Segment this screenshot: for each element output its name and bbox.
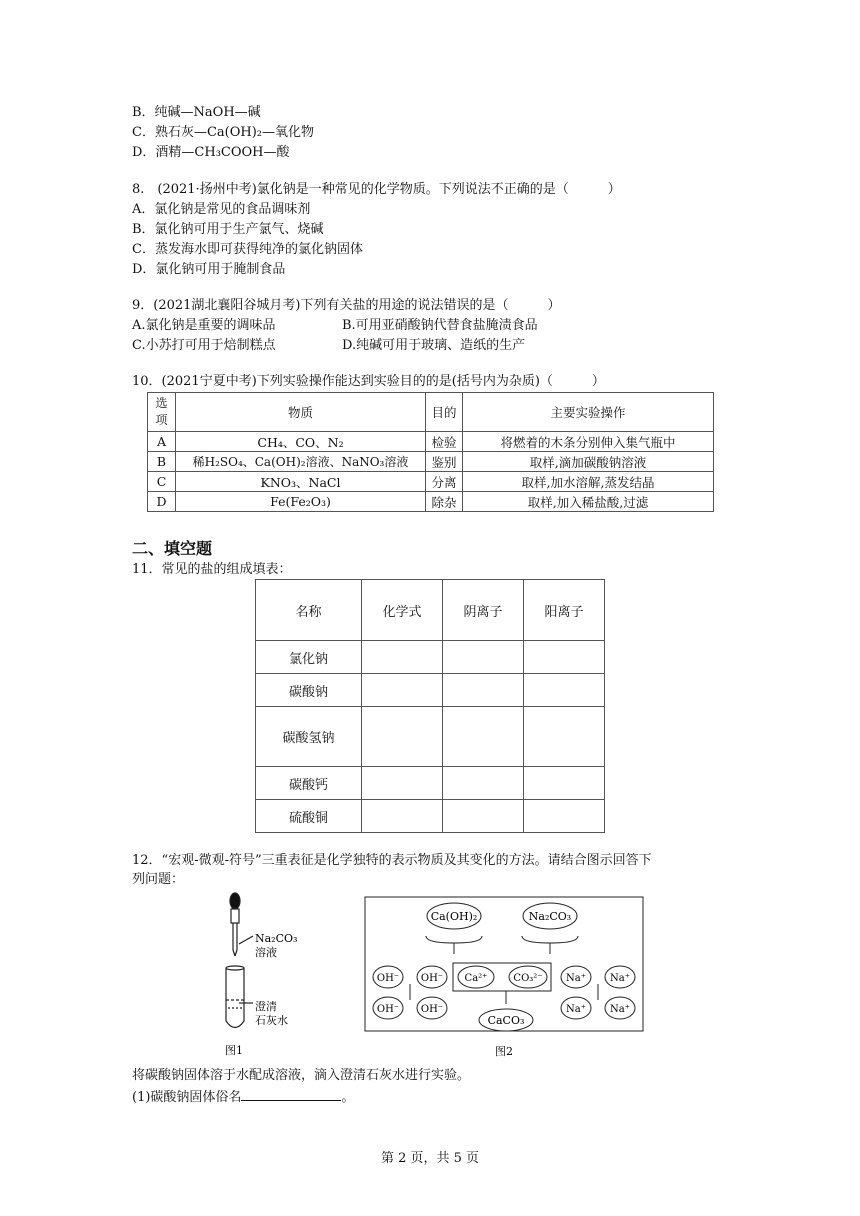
fig2-caco3-precipitate: CaCO₃ [487,1014,525,1027]
answer-cell[interactable] [524,641,605,674]
answer-cell[interactable] [524,674,605,707]
table-cell: 取样,滴加碳酸钠溶液 [463,452,714,472]
table-cell: A [148,432,176,452]
q12-description: 将碳酸钠固体溶于水配成溶液，滴入澄清石灰水进行实验。 [132,1068,471,1083]
section-heading: 二、填空题 [132,539,213,558]
table-cell: 取样,加入稀盐酸,过滤 [463,492,714,512]
answer-cell[interactable] [443,641,524,674]
table-header-cell: 阴离子 [443,580,524,641]
q11-stem: 11．常见的盐的组成填表： [132,562,292,577]
table-cell: 分离 [426,472,463,492]
fig2-na-ion: Na⁺ [610,1004,630,1015]
table-row [148,472,714,492]
answer-cell[interactable] [443,800,524,833]
fig2-oh-ion: OH⁻ [376,1004,400,1015]
answer-blank[interactable] [241,1087,341,1101]
table-header-cell: 物质 [176,393,426,432]
q9-stem: 9．(2021湖北襄阳谷城月考)下列有关盐的用途的说法错误的是（ ） [132,298,561,313]
answer-cell[interactable] [524,767,605,800]
fig2-caption: 图2 [495,1045,513,1058]
figure-1-test-tube [215,888,325,1058]
answer-cell[interactable] [443,674,524,707]
table-cell: KNO₃、NaCl [176,472,426,492]
q10-table [147,392,714,512]
fig2-caoh2-label: Ca(OH)₂ [430,910,478,923]
q9-option-a: A.氯化钠是重要的调味品 [132,318,276,333]
table-cell: C [148,472,176,492]
q8-option-b: B．氯化钠可用于生产氯气、烧碱 [132,222,324,237]
table-header-row [256,580,605,641]
q8-option-d: D．氯化钠可用于腌制食品 [132,262,286,277]
salt-name-cell: 碳酸氢钠 [256,707,362,767]
fig2-oh-ion: OH⁻ [420,1004,444,1015]
q7-option-b: B．纯碱—NaOH—碱 [132,105,261,120]
table-cell: 除杂 [426,492,463,512]
q7-option-c: C．熟石灰—Ca(OH)₂—氧化物 [132,125,314,140]
table-row [256,674,605,707]
fig2-ca-ion: Ca²⁺ [464,973,488,984]
q7-option-d: D．酒精—CH₃COOH—酸 [132,145,290,160]
q10-stem: 10．(2021宁夏中考)下列实验操作能达到实验目的的是(括号内为杂质)（ ） [132,374,605,389]
table-header-cell: 名称 [256,580,362,641]
figure-2-ion-diagram [364,896,646,1061]
fig2-na-ion: Na⁺ [566,973,586,984]
table-header-cell: 主要实验操作 [463,393,714,432]
salt-name-cell: 碳酸钠 [256,674,362,707]
table-row [148,492,714,512]
answer-cell[interactable] [524,800,605,833]
table-cell: B [148,452,176,472]
table-row [256,641,605,674]
fig2-oh-ion: OH⁻ [420,973,444,984]
salt-name-cell: 氯化钠 [256,641,362,674]
table-header-cell: 目的 [426,393,463,432]
fig1-label-solution: 溶液 [255,946,277,959]
q9-option-c: C.小苏打可用于焙制糕点 [132,338,276,353]
table-row [256,707,605,767]
q8-stem: 8. (2021·扬州中考)氯化钠是一种常见的化学物质。下列说法不正确的是（ ） [132,182,621,197]
table-header-cell: 选 项 [148,393,176,432]
table-cell: 检验 [426,432,463,452]
table-header-cell: 化学式 [362,580,443,641]
q9-option-b: B.可用亚硝酸钠代替食盐腌渍食品 [342,318,538,333]
fig1-label-clear: 澄清 [255,1000,277,1013]
page-footer: 第 2 页，共 5 页 [380,1151,480,1166]
q12-stem-line2: 列问题： [132,872,185,887]
answer-cell[interactable] [362,800,443,833]
salt-name-cell: 硫酸铜 [256,800,362,833]
answer-cell[interactable] [362,707,443,767]
table-cell: CH₄、CO、N₂ [176,432,426,452]
fig2-na-ion: Na⁺ [566,1004,586,1015]
fig2-na-ion: Na⁺ [610,973,630,984]
answer-cell[interactable] [362,767,443,800]
table-cell: Fe(Fe₂O₃) [176,492,426,512]
q8-option-a: A．氯化钠是常见的食品调味剂 [132,202,311,217]
answer-cell[interactable] [443,767,524,800]
fig2-oh-ion: OH⁻ [376,973,400,984]
answer-cell[interactable] [362,674,443,707]
table-row [256,767,605,800]
table-cell: D [148,492,176,512]
answer-cell[interactable] [362,641,443,674]
answer-cell[interactable] [524,707,605,767]
table-row [148,432,714,452]
table-header-row [148,393,714,432]
table-cell: 将燃着的木条分别伸入集气瓶中 [463,432,714,452]
table-cell: 鉴别 [426,452,463,472]
table-header-cell: 阳离子 [524,580,605,641]
table-row [256,800,605,833]
q12-subquestion-1-text: (1)碳酸钠固体俗名 [132,1090,242,1105]
q12-subquestion-1 [132,1087,354,1107]
table-cell: 取样,加水溶解,蒸发结晶 [463,472,714,492]
q8-option-c: C．蒸发海水即可获得纯净的氯化钠固体 [132,242,363,257]
table-row [148,452,714,472]
table-cell: 稀H₂SO₄、Ca(OH)₂溶液、NaNO₃溶液 [176,452,426,472]
fig1-label-limewater: 石灰水 [255,1014,288,1027]
q12-subquestion-1-end: 。 [341,1090,355,1105]
fig1-caption: 图1 [225,1044,243,1057]
q9-option-d: D.纯碱可用于玻璃、造纸的生产 [342,338,526,353]
answer-cell[interactable] [443,707,524,767]
q12-stem-line1: 12．“宏观-微观-符号”三重表征是化学独特的表示物质及其变化的方法。请结合图示回答下 [132,853,652,868]
fig2-co3-ion: CO₃²⁻ [513,973,543,984]
fig2-na2co3-label: Na₂CO₃ [528,910,572,923]
q11-table [255,579,605,833]
salt-name-cell: 碳酸钙 [256,767,362,800]
fig1-label-na2co3: Na₂CO₃ [255,932,298,945]
